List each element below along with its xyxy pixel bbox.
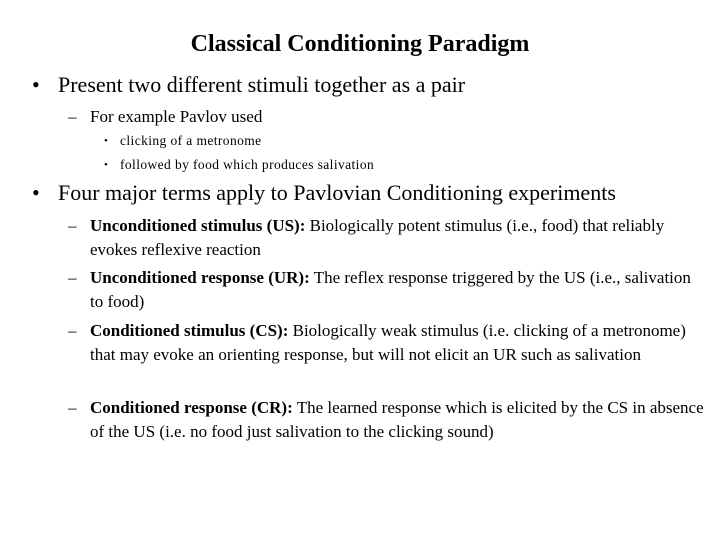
term-text: [90, 266, 708, 314]
term-label: Unconditioned stimulus (US):: [90, 216, 306, 235]
dash-icon: –: [68, 321, 77, 340]
bullet-text: Four major terms apply to Pavlovian Conditioning experiments: [58, 180, 616, 205]
term-conditioned-stimulus: [68, 319, 708, 367]
bullet-icon: •: [104, 135, 109, 147]
dash-icon: –: [68, 398, 77, 417]
term-unconditioned-response: [68, 266, 708, 314]
dash-icon: –: [68, 268, 77, 287]
bullet-text: Present two different stimuli together as a pair: [58, 72, 466, 97]
term-label: Conditioned response (CR):: [90, 398, 293, 417]
dash-icon: –: [68, 216, 77, 235]
term-text: [90, 214, 708, 262]
term-conditioned-response: [68, 396, 708, 444]
bullet-icon: •: [32, 180, 40, 205]
term-label: Conditioned stimulus (CS):: [90, 321, 289, 340]
term-definition: The learned response which is elicited by the CS in absence of the US (i.e. no food just salivation to the clicking sound): [90, 398, 704, 441]
sub-sub-bullet-text: clicking of a metronome: [120, 133, 262, 148]
slide-title: Classical Conditioning Paradigm: [190, 31, 530, 57]
sub-bullet-text: For example Pavlov used: [90, 107, 263, 126]
bullet-icon: •: [104, 159, 109, 171]
bullet-icon: •: [32, 72, 40, 97]
term-definition: The reflex response triggered by the US (i.e., salivation to food): [90, 268, 691, 311]
term-definition: Biologically potent stimulus (i.e., food) that reliably evokes reflexive reaction: [90, 216, 665, 259]
term-text: [90, 396, 708, 444]
sub-sub-bullet-text: followed by food which produces salivation: [120, 157, 375, 172]
term-definition: Biologically weak stimulus (i.e. clicking of a metronome) that may evoke an orienting response, but will not elicit an UR such as salivation: [90, 321, 686, 364]
dash-icon: –: [68, 107, 77, 126]
term-unconditioned-stimulus: [68, 214, 708, 262]
sub-bullet-pavlov: [68, 105, 708, 129]
term-label: Unconditioned response (UR):: [90, 268, 310, 287]
term-text: [90, 319, 708, 367]
